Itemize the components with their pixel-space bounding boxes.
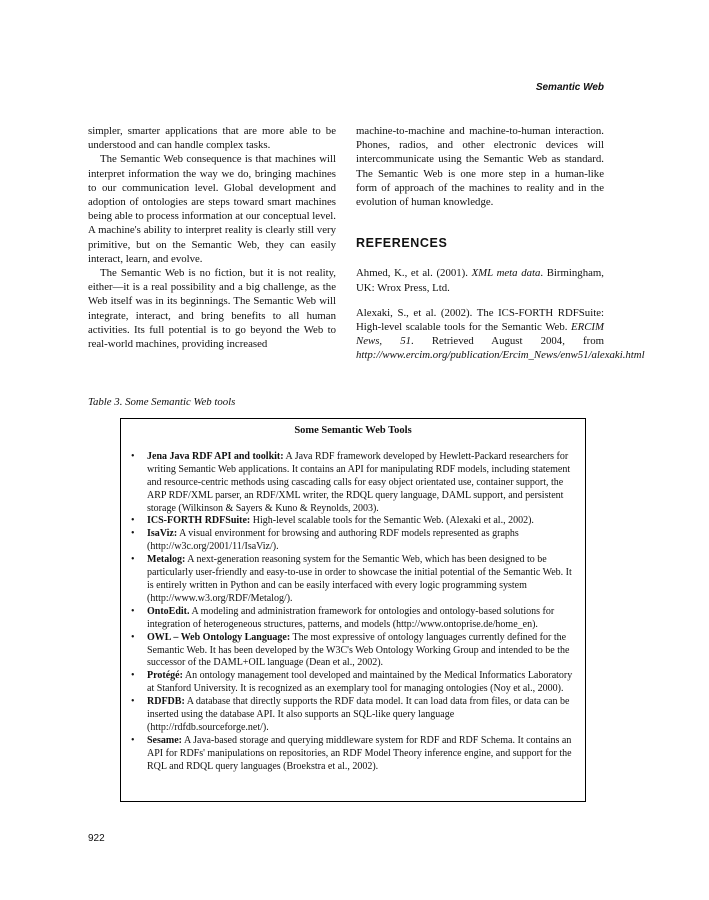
tool-description: A visual environment for browsing and authoring RDF models represented as graphs (http://w3c.org/2001/11/IsaViz/).	[147, 528, 519, 553]
tool-item	[129, 606, 577, 632]
reference-title: XML meta data	[471, 267, 541, 280]
paragraph: simpler, smarter applications that are more able to be understood and can handle complex tasks.	[88, 125, 336, 152]
tools-box	[120, 418, 586, 802]
bullet-icon: •	[131, 554, 135, 566]
paragraph: machine-to-machine and machine-to-human interaction. Phones, radios, and other electronic devices will intercommunicate using the Semantic Web as standard. The Semantic Web is one more step in a human-like form of approach of the machines to reality and in the evolution of human knowledge.	[356, 125, 604, 209]
tool-item	[129, 528, 577, 554]
paragraph: The Semantic Web consequence is that machines will interpret information the way we do, bringing machines to our communication level. Global development and adoption of ontologies are steps toward smart machines being able to process information at our conceptual level. A machine's ability to interpret reality is clearly still very primitive, but on the Semantic Web, they can easily interact, learn, and evolve.	[88, 153, 336, 265]
references-heading: REFERENCES	[356, 236, 448, 251]
tool-description: A Java RDF framework developed by Hewlett-Packard researchers for writing Semantic Web applications. It contains an API for manipulating RDF models, including statement and resource-centric methods using cascading calls for easy object orientated use, container support, the ARP RDF/XML parser, an RDF/XML writer, the RDQL query language, DAML support, and persistent storage (Wilkinson & Sayers & Kuno & Reynolds, 2003).	[147, 450, 571, 514]
bullet-icon: •	[131, 528, 135, 540]
paragraph: The Semantic Web is no fiction, but it is not reality, either—it is a real possibility and a big challenge, as the Web itself was in its beginnings. The Semantic Web will integrate, interact, and bring benefits to all human activities. Its full potential is to go beyond the Web to real-world machines, providing increased	[88, 267, 336, 351]
page-number: 922	[88, 833, 105, 844]
tool-item	[129, 670, 577, 696]
tool-name: IsaViz:	[147, 528, 178, 540]
tool-name: ICS-FORTH RDFSuite:	[147, 515, 251, 527]
tool-name: Metalog:	[147, 554, 186, 566]
table-caption: Table 3. Some Semantic Web tools	[88, 396, 236, 408]
running-head: Semantic Web	[535, 82, 604, 93]
tool-name: OntoEdit.	[147, 605, 190, 617]
tool-item	[129, 554, 577, 606]
reference-text: . Retrieved August 2004, from	[411, 335, 604, 348]
tool-description: A next-generation reasoning system for the Semantic Web, which has been designed to be particularly user-friendly and easy-to-use in order to showcase the initial potential of the Semantic Web. It is entirely written in Python and can be easily interfaced with every logic programming system (http://www.w3.org/RDF/Metalog/).	[147, 554, 572, 604]
reference-text: . Birmingham, UK: Wrox Press, Ltd.	[356, 267, 604, 294]
tool-item	[129, 515, 577, 528]
tool-description: A Java-based storage and querying middleware system for RDF and RDF Schema. It contains an API for RDFs' manipulations on repositories, an RDF Model Theory inference engine, and support for the RQL and RDQL query languages (Broekstra et al., 2002).	[147, 734, 572, 772]
left-column	[88, 124, 336, 351]
tool-name: RDFDB:	[147, 696, 185, 708]
tool-description: A modeling and administration framework for ontologies and ontology-based solutions for integration of heterogeneous structures, patterns, and models (http://www.ontoprise.de/home_en).	[147, 605, 555, 630]
reference-url: http://www.ercim.org/publication/Ercim_News/enw51/alexaki.html	[356, 349, 645, 362]
tool-name: OWL – Web Ontology Language:	[147, 631, 291, 643]
tool-name: Sesame:	[147, 734, 182, 746]
tool-name: Jena Java RDF API and toolkit:	[147, 450, 284, 462]
tool-item	[129, 451, 577, 516]
bullet-icon: •	[131, 450, 135, 462]
reference-entry	[356, 266, 604, 294]
bullet-icon: •	[131, 605, 135, 617]
tool-description: An ontology management tool developed and maintained by the Medical Informatics Laboratory at Stanford University. It is recognized as an exemplary tool for managing ontologies (Noy et al., 2000).	[147, 670, 573, 695]
tools-box-title: Some Semantic Web Tools	[294, 425, 412, 436]
reference-text: Ahmed, K., et al. (2001).	[356, 267, 472, 280]
tool-description: High-level scalable tools for the Semantic Web. (Alexaki et al., 2002).	[250, 515, 534, 527]
tool-description: A database that directly supports the RDF data model. It can load data from files, or data can be inserted using the database API. It also supports an SQL-like query language (http://rdfdb.sourceforge.net/).	[147, 696, 570, 733]
reference-entry	[356, 306, 645, 363]
bullet-icon: •	[131, 515, 135, 527]
tool-item	[129, 632, 577, 671]
bullet-icon: •	[131, 696, 135, 708]
tool-item	[129, 696, 577, 735]
tool-item	[129, 735, 577, 774]
bullet-icon: •	[131, 631, 135, 643]
reference-title: ERCIM News, 51	[356, 321, 604, 348]
bullet-icon: •	[131, 670, 135, 682]
tool-name: Protégé:	[147, 670, 183, 682]
bullet-icon: •	[131, 734, 135, 746]
reference-text: Alexaki, S., et al. (2002). The ICS-FORTH RDFSuite: High-level scalable tools for the Semantic Web.	[356, 306, 604, 334]
tool-description: The most expressive of ontology languages currently defined for the Semantic Web. It has been developed by the W3C's Web Ontology Working Group and intended to be the successor of the DAML+OIL language (Dean et al., 2002).	[147, 631, 570, 669]
right-column	[356, 124, 645, 374]
tools-list	[129, 451, 577, 774]
